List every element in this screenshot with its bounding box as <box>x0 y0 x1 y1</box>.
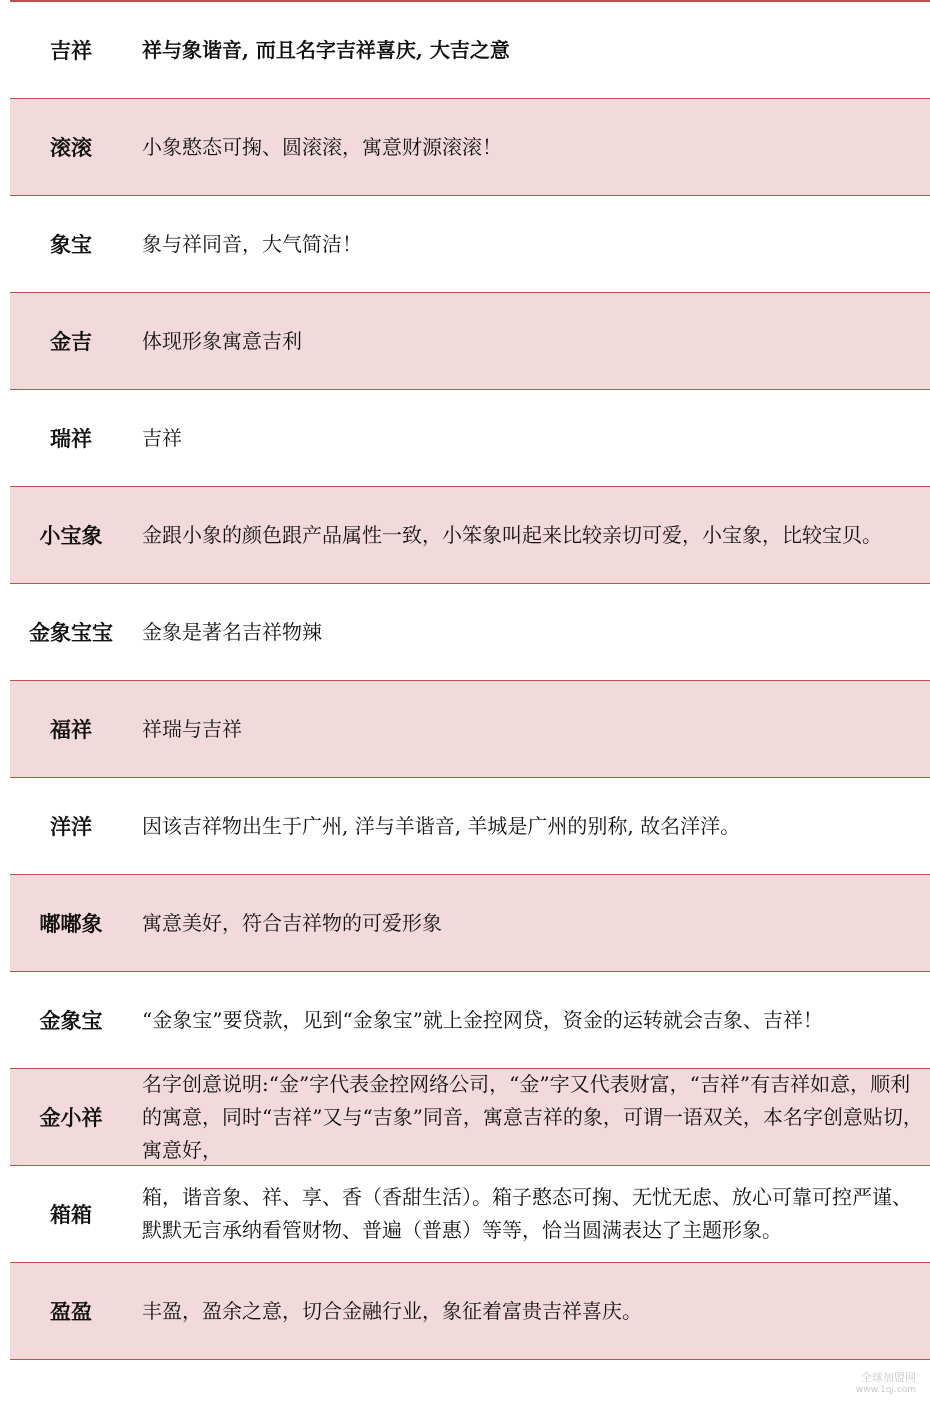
table-row <box>10 1069 930 1166</box>
row-name: 小宝象 <box>39 523 103 548</box>
row-description: 金跟小象的颜色跟产品属性一致，小笨象叫起来比较亲切可爱，小宝象，比较宝贝。 <box>142 522 882 547</box>
row-description: 寓意美好，符合吉祥物的可爱形象 <box>142 910 442 935</box>
row-name: 箱箱 <box>50 1202 92 1227</box>
row-description: 吉祥 <box>142 425 182 450</box>
table-row <box>10 293 930 390</box>
table-row <box>10 2 930 99</box>
row-name: 盈盈 <box>50 1299 92 1324</box>
row-description: 箱，谐音象、祥、享、香（香甜生活）。箱子憨态可掬、无忧无虑、放心可靠可控严谨、默默无言承纳看管财物、普遍（普惠）等等，恰当圆满表达了主题形象。 <box>142 1185 912 1242</box>
table-row <box>10 487 930 584</box>
name-table <box>10 0 930 1360</box>
row-description: 名字创意说明:“金”字代表金控网络公司，“金”字又代表财富，“吉祥”有吉祥如意，顺利的寓意，同时“吉祥”又与“吉象”同音，寓意吉祥的象，可谓一语双关，本名字创意贴切，寓意好， <box>142 1071 923 1162</box>
row-description: 小象憨态可掬、圆滚滚，寓意财源滚滚！ <box>142 134 502 159</box>
row-description: 丰盈，盈余之意，切合金融行业，象征着富贵吉祥喜庆。 <box>142 1298 642 1323</box>
row-name: 吉祥 <box>50 38 92 63</box>
row-description: 象与祥同音，大气简洁！ <box>142 231 362 256</box>
table-row <box>10 681 930 778</box>
table-row <box>10 99 930 196</box>
table-row <box>10 972 930 1069</box>
row-name: 嘟嘟象 <box>39 911 103 936</box>
table-row <box>10 1166 930 1263</box>
row-name: 金小祥 <box>39 1105 103 1130</box>
table-row <box>10 584 930 681</box>
row-description: 祥与象谐音, 而且名字吉祥喜庆, 大吉之意 <box>142 37 510 62</box>
row-name: 滚滚 <box>50 135 92 160</box>
table-row <box>10 778 930 875</box>
table-row <box>10 196 930 293</box>
row-name: 洋洋 <box>50 814 92 839</box>
table-row <box>10 1263 930 1360</box>
watermark-text: 全球加盟网 <box>861 1371 916 1384</box>
row-description: 体现形象寓意吉利 <box>142 328 302 353</box>
row-name: 瑞祥 <box>50 426 92 451</box>
watermark <box>856 1372 916 1396</box>
row-description: 因该吉祥物出生于广州, 洋与羊谐音, 羊城是广州的别称, 故名洋洋。 <box>142 813 741 838</box>
row-description: 金象是著名吉祥物辣 <box>142 619 322 644</box>
row-name: 象宝 <box>50 232 92 257</box>
table-row <box>10 875 930 972</box>
table-body <box>10 2 930 1360</box>
table-row <box>10 390 930 487</box>
row-name: 金象宝宝 <box>29 620 113 645</box>
row-name: 金吉 <box>50 329 92 354</box>
watermark-url: www.1qj.com <box>855 1385 916 1395</box>
row-description: 祥瑞与吉祥 <box>142 716 242 741</box>
row-description: “金象宝”要贷款，见到“金象宝”就上金控网贷，资金的运转就会吉象、吉祥！ <box>142 1007 823 1032</box>
row-name: 金象宝 <box>39 1008 103 1033</box>
row-name: 福祥 <box>50 717 92 742</box>
